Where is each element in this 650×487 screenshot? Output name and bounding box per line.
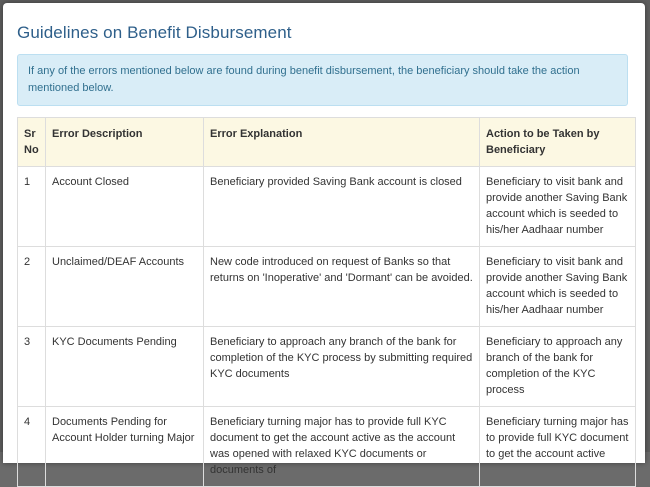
cell-error-description: KYC Documents Pending bbox=[46, 327, 204, 407]
table-row bbox=[18, 407, 636, 487]
cell-action: Beneficiary turning major has to provide full KYC document to get the account active bbox=[480, 407, 636, 487]
cell-error-explanation: Beneficiary provided Saving Bank account is closed bbox=[204, 167, 480, 247]
cell-action: Beneficiary to approach any branch of the bank for completion of the KYC process bbox=[480, 327, 636, 407]
cell-error-description: Unclaimed/DEAF Accounts bbox=[46, 247, 204, 327]
modal-title: Guidelines on Benefit Disbursement bbox=[17, 23, 292, 42]
cell-error-explanation: Beneficiary to approach any branch of the bank for completion of the KYC process by submitting required KYC documents bbox=[204, 327, 480, 407]
cell-action: Beneficiary to visit bank and provide another Saving Bank account which is seeded to his/her Aadhaar number bbox=[480, 247, 636, 327]
cell-sr-no: 4 bbox=[18, 407, 46, 487]
cell-error-explanation: New code introduced on request of Banks so that returns on 'Inoperative' and 'Dormant' can be avoided. bbox=[204, 247, 480, 327]
table-row bbox=[18, 247, 636, 327]
guidelines-table bbox=[17, 117, 636, 487]
cell-error-description: Account Closed bbox=[46, 167, 204, 247]
cell-action: Beneficiary to visit bank and provide another Saving Bank account which is seeded to his/her Aadhaar number bbox=[480, 167, 636, 247]
cell-sr-no: 1 bbox=[18, 167, 46, 247]
header-error-explanation: Error Explanation bbox=[204, 118, 480, 167]
header-sr-no: Sr No bbox=[18, 118, 46, 167]
cell-error-explanation: Beneficiary turning major has to provide full KYC document to get the account active as the account was opened with relaxed KYC documents or documents of bbox=[204, 407, 480, 487]
info-alert: If any of the errors mentioned below are found during benefit disbursement, the beneficiary should take the action mentioned below. bbox=[17, 54, 628, 106]
table-row bbox=[18, 327, 636, 407]
header-error-description: Error Description bbox=[46, 118, 204, 167]
cell-sr-no: 3 bbox=[18, 327, 46, 407]
table-row bbox=[18, 167, 636, 247]
cell-sr-no: 2 bbox=[18, 247, 46, 327]
cell-error-description: Documents Pending for Account Holder turning Major bbox=[46, 407, 204, 487]
table-header-row bbox=[18, 118, 636, 167]
header-action: Action to be Taken by Beneficiary bbox=[480, 118, 636, 167]
guidelines-modal bbox=[3, 3, 645, 476]
